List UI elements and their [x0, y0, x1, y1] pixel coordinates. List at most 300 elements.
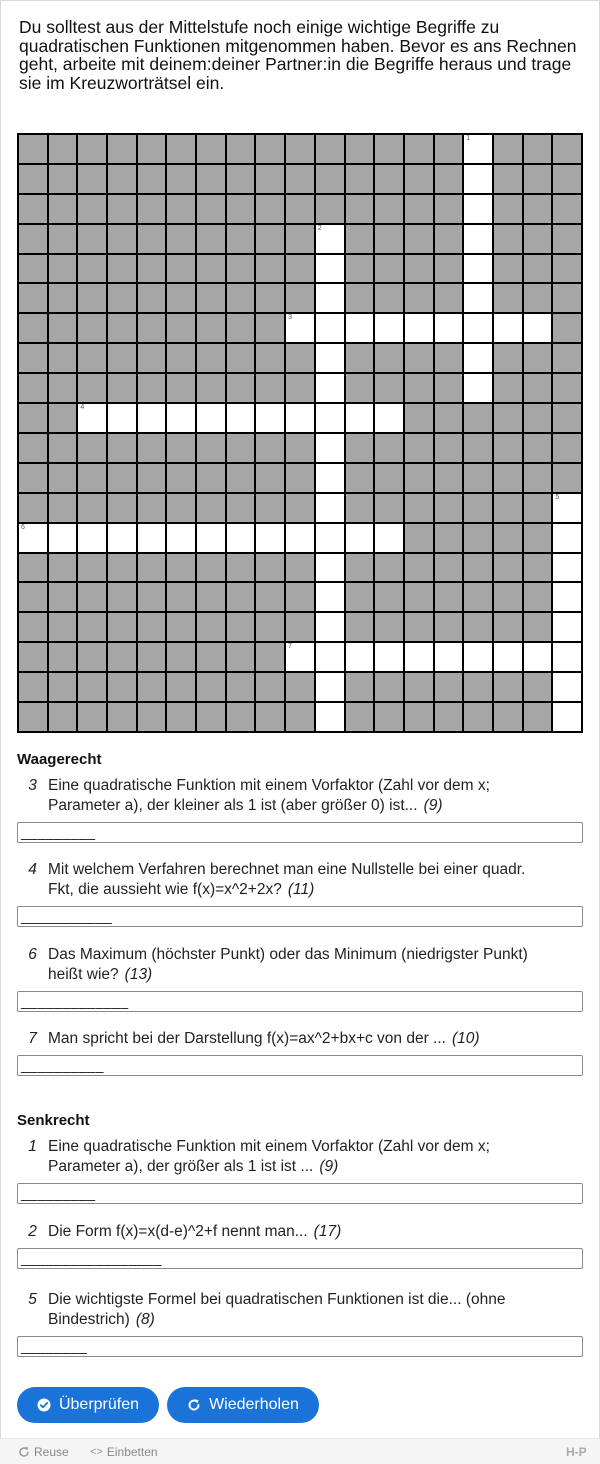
- crossword-block: [167, 374, 195, 402]
- crossword-block: [286, 374, 314, 402]
- crossword-block: [524, 135, 552, 163]
- crossword-block: [435, 374, 463, 402]
- clue-number: 4: [28, 861, 37, 878]
- crossword-cell[interactable]: [167, 404, 195, 432]
- cell-clue-number: 7: [288, 643, 293, 651]
- crossword-cell[interactable]: [464, 255, 492, 283]
- crossword-cell[interactable]: [375, 314, 403, 342]
- crossword-cell[interactable]: [197, 404, 225, 432]
- crossword-block: [494, 554, 522, 582]
- crossword-block: [78, 284, 106, 312]
- crossword-block: [316, 195, 344, 223]
- clue-length: (17): [313, 1223, 342, 1240]
- crossword-cell[interactable]: [316, 404, 344, 432]
- crossword-cell[interactable]: [167, 524, 195, 552]
- crossword-block: [19, 583, 47, 611]
- crossword-block: [138, 255, 166, 283]
- crossword-block: [197, 643, 225, 671]
- crossword-block: [256, 374, 284, 402]
- crossword-block: [435, 554, 463, 582]
- crossword-block: [286, 344, 314, 372]
- crossword-block: [49, 703, 77, 731]
- crossword-cell[interactable]: [553, 703, 581, 731]
- crossword-block: [286, 464, 314, 492]
- crossword-block: [138, 195, 166, 223]
- crossword-block: [375, 434, 403, 462]
- crossword-cell[interactable]: [553, 673, 581, 701]
- crossword-block: [286, 494, 314, 522]
- answer-field[interactable]: ________: [17, 1336, 583, 1357]
- crossword-block: [49, 225, 77, 253]
- crossword-cell[interactable]: [316, 284, 344, 312]
- clue-text: Die Form f(x)=x(d-e)^2+f nennt man...: [48, 1223, 308, 1240]
- crossword-block: [167, 703, 195, 731]
- crossword-block: [108, 434, 136, 462]
- crossword-block: [256, 255, 284, 283]
- crossword-block: [524, 464, 552, 492]
- crossword-block: [167, 165, 195, 193]
- crossword-block: [464, 404, 492, 432]
- crossword-block: [553, 165, 581, 193]
- crossword-block: [346, 344, 374, 372]
- answer-field[interactable]: _________: [17, 1183, 583, 1204]
- crossword-block: [375, 613, 403, 641]
- crossword-block: [405, 374, 433, 402]
- crossword-block: [138, 344, 166, 372]
- crossword-cell[interactable]: [405, 643, 433, 671]
- crossword-block: [227, 703, 255, 731]
- clue-down-1: [17, 1137, 583, 1204]
- clue-length: (9): [423, 797, 443, 814]
- clue-text: Eine quadratische Funktion mit einem Vorfaktor (Zahl vor dem x; Parameter a), der kleiner als 1 ist (aber größer 0) ist...: [48, 777, 490, 814]
- crossword-cell[interactable]: [375, 524, 403, 552]
- crossword-block: [138, 374, 166, 402]
- crossword-cell[interactable]: [553, 583, 581, 611]
- crossword-block: [138, 554, 166, 582]
- crossword-block: [256, 434, 284, 462]
- crossword-block: [524, 344, 552, 372]
- crossword-cell[interactable]: [553, 494, 581, 522]
- embed-label: Einbetten: [106, 1445, 158, 1459]
- answer-field[interactable]: _________: [17, 822, 583, 843]
- crossword-block: [19, 434, 47, 462]
- crossword-cell[interactable]: [494, 314, 522, 342]
- crossword-block: [138, 165, 166, 193]
- crossword-block: [346, 494, 374, 522]
- crossword-block: [19, 344, 47, 372]
- crossword-block: [197, 583, 225, 611]
- answer-field[interactable]: _________________: [17, 1248, 583, 1269]
- crossword-block: [524, 554, 552, 582]
- crossword-block: [167, 464, 195, 492]
- cell-clue-number: 4: [80, 404, 85, 412]
- crossword-block: [78, 464, 106, 492]
- crossword-block: [494, 374, 522, 402]
- crossword-cell[interactable]: [316, 344, 344, 372]
- crossword-cell[interactable]: [464, 344, 492, 372]
- check-button[interactable]: [17, 1387, 159, 1423]
- crossword-cell[interactable]: [435, 314, 463, 342]
- crossword-block: [108, 314, 136, 342]
- crossword-cell[interactable]: [346, 404, 374, 432]
- crossword-block: [227, 284, 255, 312]
- crossword-cell[interactable]: [464, 314, 492, 342]
- crossword-block: [405, 255, 433, 283]
- crossword-grid: [17, 133, 583, 733]
- crossword-cell[interactable]: [316, 583, 344, 611]
- crossword-block: [464, 613, 492, 641]
- crossword-block: [524, 165, 552, 193]
- crossword-cell[interactable]: [108, 524, 136, 552]
- cell-clue-number: 5: [555, 493, 560, 501]
- crossword-block: [49, 643, 77, 671]
- crossword-block: [435, 494, 463, 522]
- crossword-block: [197, 195, 225, 223]
- crossword-block: [435, 583, 463, 611]
- crossword-block: [553, 344, 581, 372]
- crossword-block: [405, 494, 433, 522]
- crossword-cell[interactable]: [464, 374, 492, 402]
- crossword-block: [256, 554, 284, 582]
- crossword-block: [435, 673, 463, 701]
- crossword-block: [435, 404, 463, 432]
- crossword-block: [286, 583, 314, 611]
- crossword-block: [78, 374, 106, 402]
- crossword-block: [19, 643, 47, 671]
- crossword-block: [346, 613, 374, 641]
- crossword-block: [494, 255, 522, 283]
- reuse-link[interactable]: [18, 1445, 69, 1459]
- crossword-block: [49, 404, 77, 432]
- crossword-block: [286, 165, 314, 193]
- crossword-block: [375, 494, 403, 522]
- cell-clue-number: 3: [288, 314, 293, 322]
- crossword-cell[interactable]: [346, 314, 374, 342]
- crossword-cell[interactable]: [19, 524, 47, 552]
- crossword-cell[interactable]: [316, 255, 344, 283]
- crossword-block: [286, 195, 314, 223]
- task-description: Du solltest aus der Mittelstufe noch einige wichtige Begriffe zu quadratischen Funktionen mitgenommen haben. Bevor es ans Rechnen geht, arbeite mit deinem:deiner Partner:in die Begriffe heraus und trage sie im Kreuzworträtsel ein.: [19, 17, 577, 93]
- crossword-block: [19, 284, 47, 312]
- crossword-block: [435, 195, 463, 223]
- crossword-block: [494, 434, 522, 462]
- crossword-block: [108, 464, 136, 492]
- crossword-cell[interactable]: [346, 524, 374, 552]
- crossword-block: [464, 524, 492, 552]
- crossword-block: [167, 344, 195, 372]
- crossword-block: [78, 314, 106, 342]
- crossword-cell[interactable]: [78, 404, 106, 432]
- crossword-cell[interactable]: [435, 643, 463, 671]
- crossword-cell[interactable]: [316, 703, 344, 731]
- crossword-cell[interactable]: [316, 494, 344, 522]
- crossword-cell[interactable]: [316, 464, 344, 492]
- check-button-label: Überprüfen: [58, 1396, 140, 1413]
- crossword-block: [49, 494, 77, 522]
- crossword-block: [167, 554, 195, 582]
- crossword-block: [197, 494, 225, 522]
- crossword-block: [49, 434, 77, 462]
- crossword-cell[interactable]: [553, 613, 581, 641]
- crossword-cell[interactable]: [405, 314, 433, 342]
- retry-button[interactable]: [167, 1387, 319, 1423]
- crossword-block: [346, 165, 374, 193]
- crossword-cell[interactable]: [316, 643, 344, 671]
- crossword-block: [167, 135, 195, 163]
- h5p-logo[interactable]: H-P: [566, 1445, 587, 1459]
- crossword-block: [346, 255, 374, 283]
- crossword-cell[interactable]: [464, 135, 492, 163]
- crossword-block: [375, 374, 403, 402]
- crossword-block: [167, 643, 195, 671]
- crossword-block: [346, 195, 374, 223]
- clue-number: 1: [28, 1138, 37, 1155]
- crossword-cell[interactable]: [553, 554, 581, 582]
- clue-number: 2: [28, 1223, 37, 1240]
- crossword-block: [197, 374, 225, 402]
- crossword-cell[interactable]: [78, 524, 106, 552]
- crossword-block: [19, 494, 47, 522]
- crossword-block: [435, 464, 463, 492]
- crossword-cell[interactable]: [464, 165, 492, 193]
- crossword-block: [286, 284, 314, 312]
- crossword-cell[interactable]: [464, 195, 492, 223]
- crossword-block: [435, 434, 463, 462]
- crossword-block: [49, 464, 77, 492]
- crossword-cell[interactable]: [256, 524, 284, 552]
- crossword-block: [256, 165, 284, 193]
- clue-text: Man spricht bei der Darstellung f(x)=ax^2+bx+c von der ...: [48, 1030, 446, 1047]
- crossword-block: [553, 374, 581, 402]
- crossword-cell[interactable]: [316, 434, 344, 462]
- crossword-block: [524, 673, 552, 701]
- crossword-block: [435, 613, 463, 641]
- crossword-block: [405, 165, 433, 193]
- crossword-block: [19, 314, 47, 342]
- crossword-block: [49, 314, 77, 342]
- crossword-block: [435, 344, 463, 372]
- crossword-cell[interactable]: [286, 314, 314, 342]
- crossword-cell[interactable]: [197, 524, 225, 552]
- crossword-block: [108, 284, 136, 312]
- crossword-block: [524, 374, 552, 402]
- crossword-block: [316, 135, 344, 163]
- crossword-block: [197, 673, 225, 701]
- crossword-block: [167, 583, 195, 611]
- crossword-cell[interactable]: [49, 524, 77, 552]
- clue-number: 5: [28, 1291, 37, 1308]
- crossword-block: [256, 225, 284, 253]
- crossword-block: [108, 643, 136, 671]
- clue-across-4: [17, 860, 583, 927]
- clue-length: (11): [287, 881, 315, 898]
- crossword-cell[interactable]: [138, 524, 166, 552]
- cell-clue-number: 1: [466, 135, 471, 142]
- crossword-block: [316, 165, 344, 193]
- crossword-block: [553, 434, 581, 462]
- crossword-cell[interactable]: [286, 643, 314, 671]
- crossword-block: [346, 583, 374, 611]
- crossword-cell[interactable]: [316, 673, 344, 701]
- crossword-cell[interactable]: [286, 404, 314, 432]
- check-circle-icon: [37, 1398, 51, 1412]
- crossword-block: [227, 314, 255, 342]
- crossword-block: [138, 314, 166, 342]
- crossword-block: [78, 195, 106, 223]
- crossword-block: [553, 255, 581, 283]
- crossword-block: [108, 374, 136, 402]
- crossword-block: [49, 284, 77, 312]
- crossword-block: [494, 583, 522, 611]
- crossword-block: [256, 583, 284, 611]
- crossword-block: [286, 135, 314, 163]
- clue-across-7: [17, 1029, 583, 1076]
- crossword-block: [375, 284, 403, 312]
- crossword-block: [108, 583, 136, 611]
- crossword-block: [435, 524, 463, 552]
- crossword-block: [375, 583, 403, 611]
- answer-field[interactable]: ___________: [17, 906, 583, 927]
- crossword-block: [108, 195, 136, 223]
- crossword-block: [435, 225, 463, 253]
- crossword-block: [197, 434, 225, 462]
- crossword-block: [108, 165, 136, 193]
- crossword-cell[interactable]: [286, 524, 314, 552]
- crossword-cell[interactable]: [464, 643, 492, 671]
- crossword-block: [19, 673, 47, 701]
- crossword-block: [375, 195, 403, 223]
- crossword-block: [78, 613, 106, 641]
- clue-number: 6: [28, 946, 37, 963]
- crossword-block: [197, 284, 225, 312]
- cell-clue-number: 6: [21, 523, 25, 531]
- crossword-block: [375, 673, 403, 701]
- answer-field[interactable]: _____________: [17, 991, 583, 1012]
- crossword-block: [227, 374, 255, 402]
- crossword-cell[interactable]: [256, 404, 284, 432]
- crossword-block: [227, 464, 255, 492]
- crossword-cell[interactable]: [227, 404, 255, 432]
- crossword-block: [78, 494, 106, 522]
- crossword-cell[interactable]: [524, 314, 552, 342]
- crossword-cell[interactable]: [316, 374, 344, 402]
- crossword-cell[interactable]: [316, 225, 344, 253]
- crossword-block: [494, 344, 522, 372]
- crossword-cell[interactable]: [464, 284, 492, 312]
- clue-length: (10): [451, 1030, 480, 1047]
- h5p-footer: [0, 1438, 600, 1464]
- crossword-block: [405, 583, 433, 611]
- crossword-block: [435, 165, 463, 193]
- crossword-block: [524, 284, 552, 312]
- crossword-cell[interactable]: [138, 404, 166, 432]
- crossword-block: [108, 554, 136, 582]
- crossword-block: [494, 524, 522, 552]
- crossword-block: [227, 255, 255, 283]
- crossword-block: [405, 524, 433, 552]
- crossword-block: [108, 344, 136, 372]
- crossword-cell[interactable]: [524, 643, 552, 671]
- crossword-cell[interactable]: [316, 554, 344, 582]
- crossword-block: [138, 613, 166, 641]
- retry-button-label: Wiederholen: [209, 1396, 299, 1413]
- across-title: Waagerecht: [17, 751, 102, 768]
- crossword-block: [405, 195, 433, 223]
- crossword-block: [494, 135, 522, 163]
- crossword-cell[interactable]: [227, 524, 255, 552]
- crossword-block: [524, 583, 552, 611]
- crossword-block: [108, 703, 136, 731]
- crossword-block: [405, 703, 433, 731]
- crossword-block: [286, 255, 314, 283]
- clue-across-3: [17, 776, 583, 843]
- crossword-cell[interactable]: [553, 643, 581, 671]
- crossword-block: [553, 195, 581, 223]
- crossword-block: [78, 673, 106, 701]
- crossword-block: [494, 613, 522, 641]
- crossword-block: [78, 583, 106, 611]
- crossword-block: [108, 673, 136, 701]
- clue-down-5: [17, 1290, 583, 1357]
- crossword-block: [19, 554, 47, 582]
- crossword-block: [553, 284, 581, 312]
- crossword-block: [256, 643, 284, 671]
- crossword-block: [524, 613, 552, 641]
- crossword-cell[interactable]: [346, 643, 374, 671]
- crossword-block: [553, 135, 581, 163]
- crossword-block: [167, 314, 195, 342]
- crossword-block: [256, 673, 284, 701]
- crossword-block: [375, 344, 403, 372]
- crossword-block: [256, 314, 284, 342]
- clue-down-2: [17, 1222, 583, 1269]
- crossword-block: [286, 225, 314, 253]
- crossword-cell[interactable]: [464, 225, 492, 253]
- crossword-block: [19, 464, 47, 492]
- crossword-block: [49, 583, 77, 611]
- crossword-block: [375, 135, 403, 163]
- crossword-block: [375, 464, 403, 492]
- crossword-cell[interactable]: [316, 524, 344, 552]
- crossword-block: [524, 524, 552, 552]
- crossword-cell[interactable]: [553, 524, 581, 552]
- reuse-label: Reuse: [34, 1445, 69, 1459]
- crossword-cell[interactable]: [108, 404, 136, 432]
- crossword-block: [494, 404, 522, 432]
- crossword-block: [553, 464, 581, 492]
- crossword-cell[interactable]: [494, 643, 522, 671]
- crossword-block: [167, 673, 195, 701]
- crossword-block: [49, 344, 77, 372]
- crossword-block: [138, 284, 166, 312]
- crossword-block: [138, 583, 166, 611]
- crossword-block: [405, 554, 433, 582]
- crossword-cell[interactable]: [316, 613, 344, 641]
- crossword-cell[interactable]: [375, 643, 403, 671]
- answer-field[interactable]: __________: [17, 1055, 583, 1076]
- crossword-block: [405, 434, 433, 462]
- crossword-block: [464, 554, 492, 582]
- crossword-block: [524, 404, 552, 432]
- crossword-block: [78, 135, 106, 163]
- crossword-block: [346, 464, 374, 492]
- crossword-block: [346, 374, 374, 402]
- crossword-block: [464, 583, 492, 611]
- crossword-block: [464, 464, 492, 492]
- crossword-cell[interactable]: [316, 314, 344, 342]
- crossword-cell[interactable]: [375, 404, 403, 432]
- embed-link[interactable]: [90, 1445, 158, 1459]
